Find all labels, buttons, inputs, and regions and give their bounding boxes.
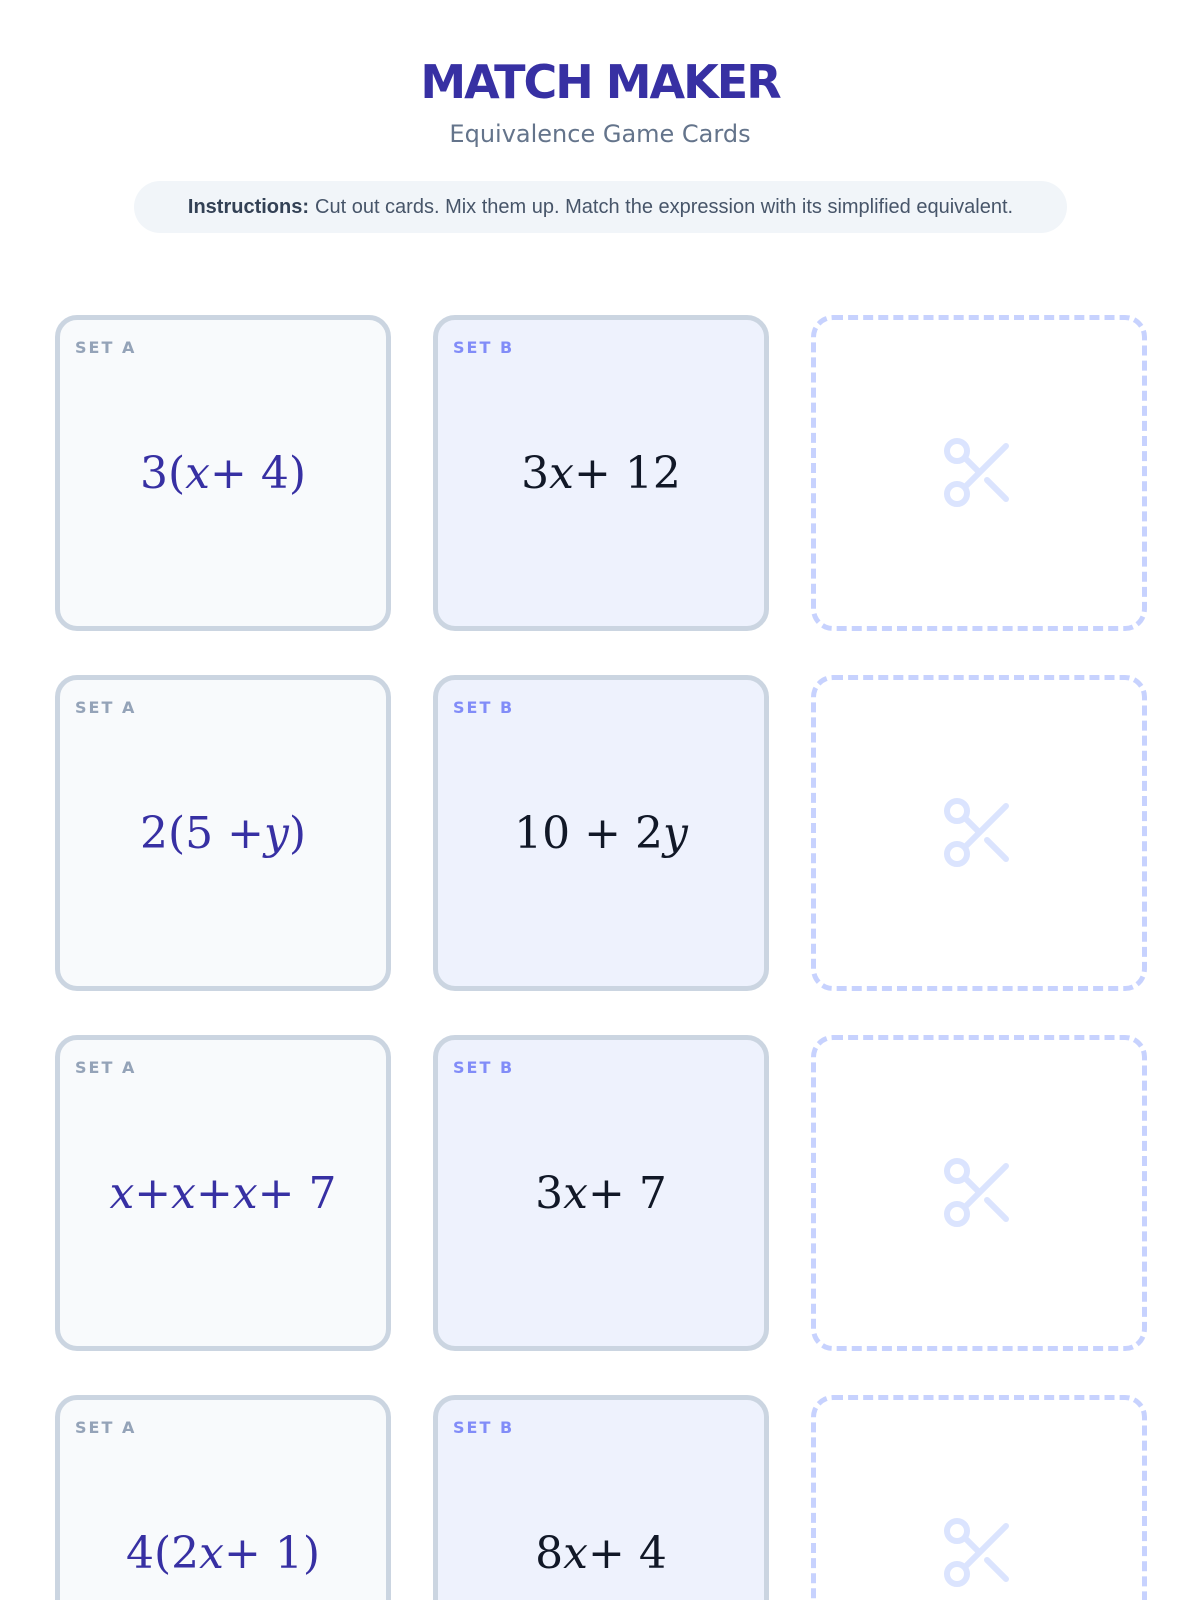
blank-card[interactable] — [811, 1035, 1147, 1351]
card-set-label: SET B — [453, 698, 515, 717]
card-set-b[interactable] — [433, 1035, 769, 1351]
card-expression: x + x + x + 7 — [109, 1167, 337, 1219]
card-expression: 4(2 x + 1) — [125, 1527, 321, 1579]
blank-card[interactable] — [811, 315, 1147, 631]
card-set-b[interactable] — [433, 675, 769, 991]
card-set-b[interactable] — [433, 315, 769, 631]
scissors-icon — [944, 798, 1014, 868]
blank-card[interactable] — [811, 1395, 1147, 1600]
card-set-label: SET A — [75, 338, 137, 357]
card-set-label: SET A — [75, 698, 137, 717]
page-title: MATCH MAKER — [420, 55, 780, 109]
card-expression: 2(5 + y ) — [139, 807, 307, 859]
card-expression: 3 x + 7 — [535, 1167, 667, 1219]
scissors-icon — [944, 1158, 1014, 1228]
blank-card[interactable] — [811, 675, 1147, 991]
card-set-label: SET A — [75, 1418, 137, 1437]
card-set-label: SET B — [453, 1058, 515, 1077]
instructions-banner — [134, 181, 1067, 233]
scissors-icon — [944, 1518, 1014, 1588]
card-set-a[interactable] — [55, 1395, 391, 1600]
instructions-text: Cut out cards. Mix them up. Match the expression with its simplified equivalent. — [315, 195, 1014, 218]
scissors-icon — [944, 438, 1014, 508]
card-set-label: SET B — [453, 1418, 515, 1437]
card-set-a[interactable] — [55, 1035, 391, 1351]
card-set-label: SET A — [75, 1058, 137, 1077]
card-expression: 3 x + 12 — [521, 447, 681, 499]
card-set-a[interactable] — [55, 675, 391, 991]
card-set-a[interactable] — [55, 315, 391, 631]
card-expression: 10 + 2 y — [514, 807, 688, 859]
card-expression: 8 x + 4 — [535, 1527, 667, 1579]
page-subtitle: Equivalence Game Cards — [449, 120, 751, 148]
card-set-label: SET B — [453, 338, 515, 357]
card-set-b[interactable] — [433, 1395, 769, 1600]
card-expression: 3( x + 4) — [139, 447, 307, 499]
instructions-label: Instructions: — [187, 195, 310, 218]
